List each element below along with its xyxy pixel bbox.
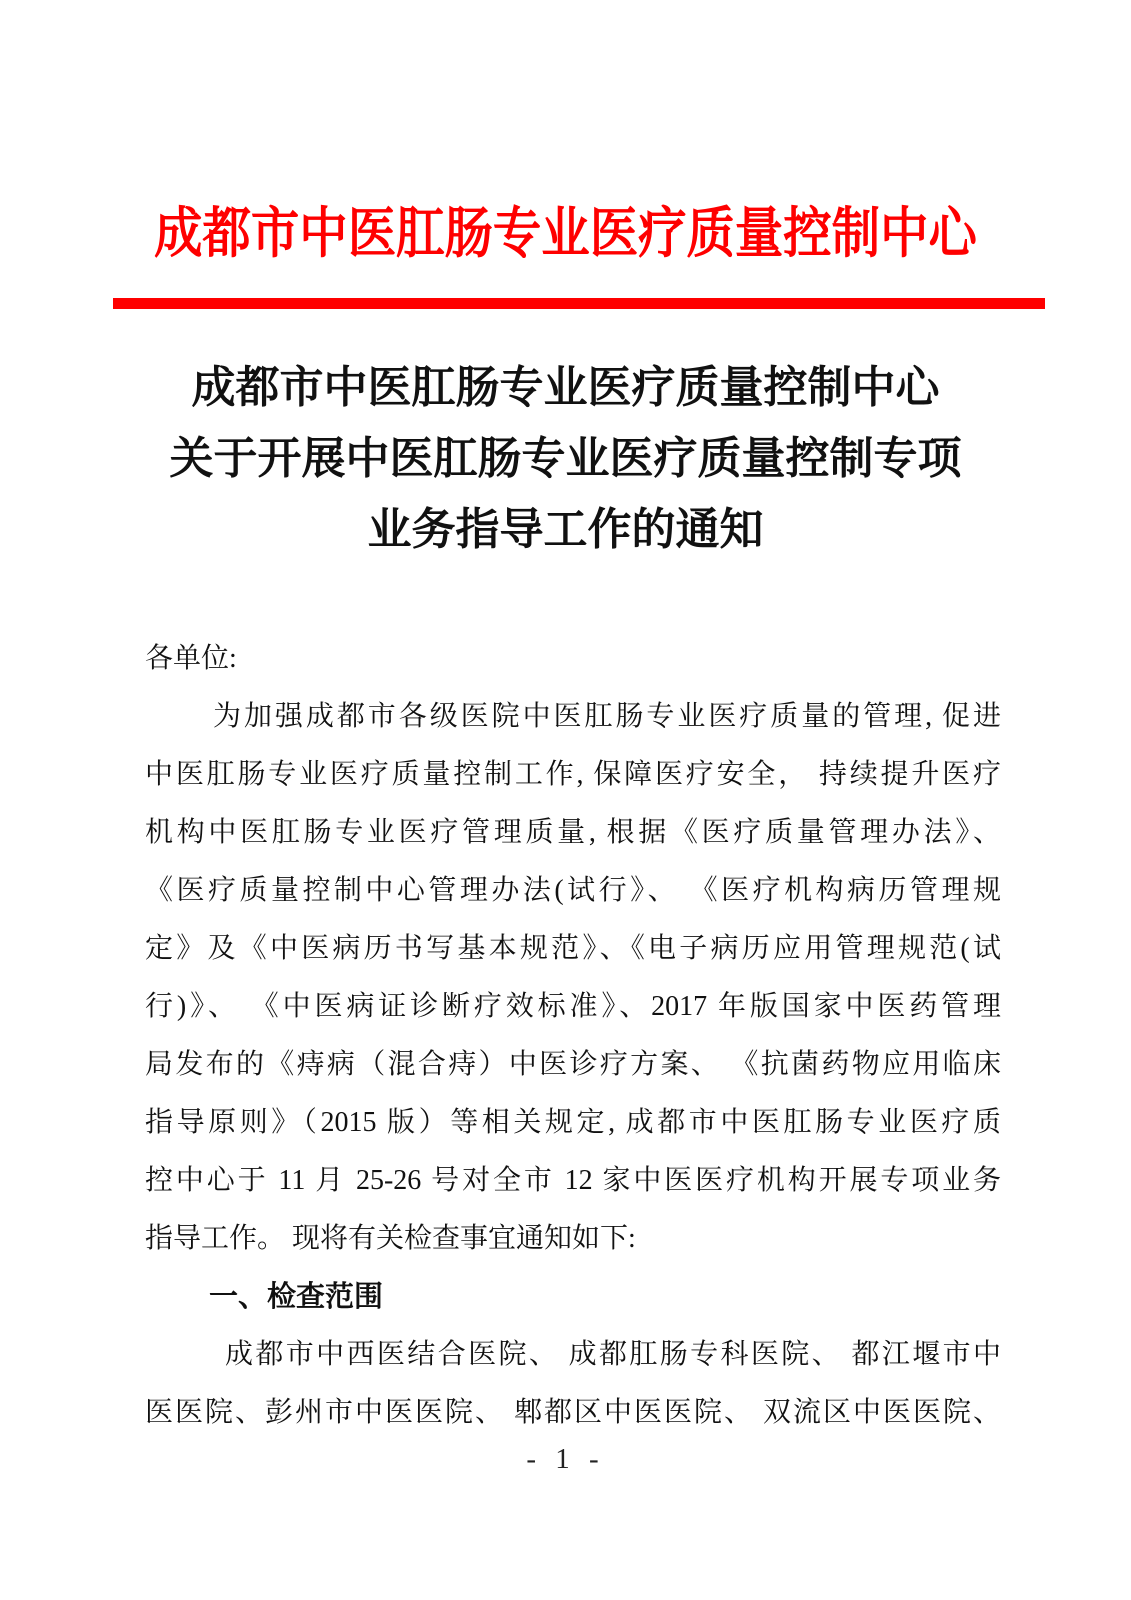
doc-line: 指导原则》（2015 版）等相关规定, 成都市中医肛肠专业医疗质 bbox=[145, 1107, 1001, 1138]
letterhead-title bbox=[0, 204, 1131, 264]
doc-line: 《医疗质量控制中心管理办法(试行》、 《医疗机构病历管理规 bbox=[145, 875, 1001, 906]
salutation: 各单位: bbox=[145, 643, 237, 674]
doc-line: 局发布的《痔病（混合痔）中医诊疗方案、 《抗菌药物应用临床 bbox=[145, 1049, 1001, 1080]
document-title-line-3: 业务指导工作的通知 bbox=[367, 505, 764, 554]
document-title-line-2: 关于开展中医肛肠专业医疗质量控制专项 bbox=[169, 434, 962, 483]
doc-line: 医医院、彭州市中医医院、 郫都区中医医院、 双流区中医医院、 bbox=[145, 1397, 1001, 1428]
document-title-line-1: 成都市中医肛肠专业医疗质量控制中心 bbox=[191, 363, 940, 412]
doc-line: 行)》、 《中医病证诊断疗效标准》、2017 年版国家中医药管理 bbox=[145, 991, 1001, 1022]
document-title bbox=[0, 352, 1131, 565]
doc-line: 控中心于 11 月 25-26 号对全市 12 家中医医疗机构开展专项业务 bbox=[145, 1165, 1001, 1196]
doc-line: 定》及《中医病历书写基本规范》、《电子病历应用管理规范(试 bbox=[145, 933, 1001, 964]
doc-line: 中医肛肠专业医疗质量控制工作, 保障医疗安全， 持续提升医疗 bbox=[145, 759, 1001, 790]
doc-line: 成都市中西医结合医院、 成都肛肠专科医院、 都江堰市中 bbox=[225, 1339, 1001, 1370]
doc-line: 机构中医肛肠专业医疗管理质量, 根据《医疗质量管理办法》、 bbox=[145, 817, 1001, 848]
page-number: - 1 - bbox=[526, 1443, 605, 1475]
doc-line: 为加强成都市各级医院中医肛肠专业医疗质量的管理, 促进 bbox=[213, 701, 1001, 732]
doc-line: 指导工作。 现将有关检查事宜通知如下: bbox=[145, 1223, 636, 1254]
document-body bbox=[145, 630, 1001, 1442]
letterhead-rule bbox=[113, 298, 1045, 309]
letterhead-title-text: 成都市中医肛肠专业医疗质量控制中心 bbox=[154, 203, 977, 264]
section-heading-inspection-scope: 一、检查范围 bbox=[209, 1281, 384, 1313]
paragraph-introduction bbox=[145, 688, 1001, 1268]
paragraph-hospital-list bbox=[145, 1326, 1001, 1442]
